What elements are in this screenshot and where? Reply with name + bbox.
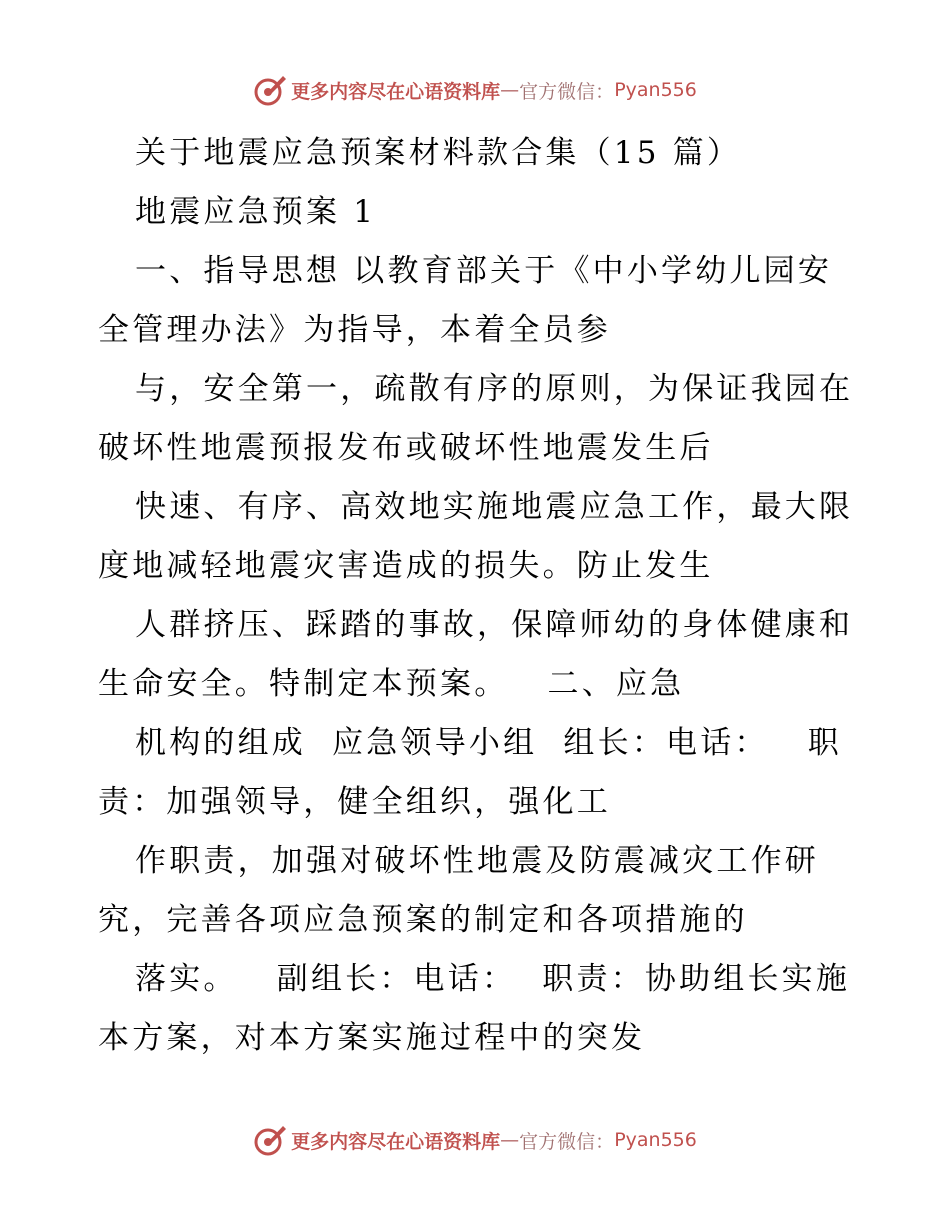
watermark-wechat-label: 官方微信： bbox=[519, 80, 615, 103]
header-watermark bbox=[0, 70, 950, 110]
body-line: 本方案，对本方案实施过程中的突发 bbox=[98, 1020, 646, 1056]
body-line: 究，完善各项应急预案的制定和各项措施的 bbox=[98, 902, 748, 938]
watermark-dash: — bbox=[500, 79, 520, 101]
body-line: 生命安全。特制定本预案。 二、应急 bbox=[98, 666, 685, 702]
body-line: 度地减轻地震灾害造成的损失。防止发生 bbox=[98, 548, 714, 584]
watermark-brand: 更多内容尽在心语资料库 bbox=[291, 80, 501, 103]
body-line: 落实。 副组长：电话： 职责：协助组长实施 bbox=[135, 961, 851, 997]
body-line: 全管理办法》为指导，本着全员参 bbox=[98, 312, 611, 348]
footer-watermark bbox=[0, 1120, 950, 1160]
body-line: 与，安全第一，疏散有序的原则，为保证我园在 bbox=[135, 371, 854, 407]
pen-logo-icon bbox=[253, 73, 287, 107]
watermark-wechat-id: Pyan556 bbox=[614, 79, 697, 101]
body-line: 快速、有序、高效地实施地震应急工作，最大限 bbox=[135, 489, 854, 525]
watermark-dash: — bbox=[500, 1129, 520, 1151]
body-line: 一、指导思想 以教育部关于《中小学幼儿园安 bbox=[135, 253, 833, 289]
pen-logo-icon bbox=[253, 1123, 287, 1157]
body-line: 人群挤压、踩踏的事故，保障师幼的身体健康和 bbox=[135, 607, 854, 643]
document-title: 关于地震应急预案材料款合集（15 篇） bbox=[135, 135, 742, 171]
section-heading: 地震应急预案 1 bbox=[135, 194, 377, 230]
watermark-brand: 更多内容尽在心语资料库 bbox=[291, 1130, 501, 1153]
body-line: 破坏性地震预报发布或破坏性地震发生后 bbox=[98, 430, 714, 466]
document-body bbox=[98, 124, 858, 1068]
watermark-wechat-id: Pyan556 bbox=[614, 1129, 697, 1151]
body-line: 责：加强领导，健全组织，强化工 bbox=[98, 784, 611, 820]
watermark-wechat-label: 官方微信： bbox=[519, 1130, 615, 1153]
body-line: 作职责，加强对破坏性地震及防震减灾工作研 bbox=[135, 843, 819, 879]
body-line: 机构的组成 应急领导小组 组长：电话： 职 bbox=[135, 725, 842, 761]
